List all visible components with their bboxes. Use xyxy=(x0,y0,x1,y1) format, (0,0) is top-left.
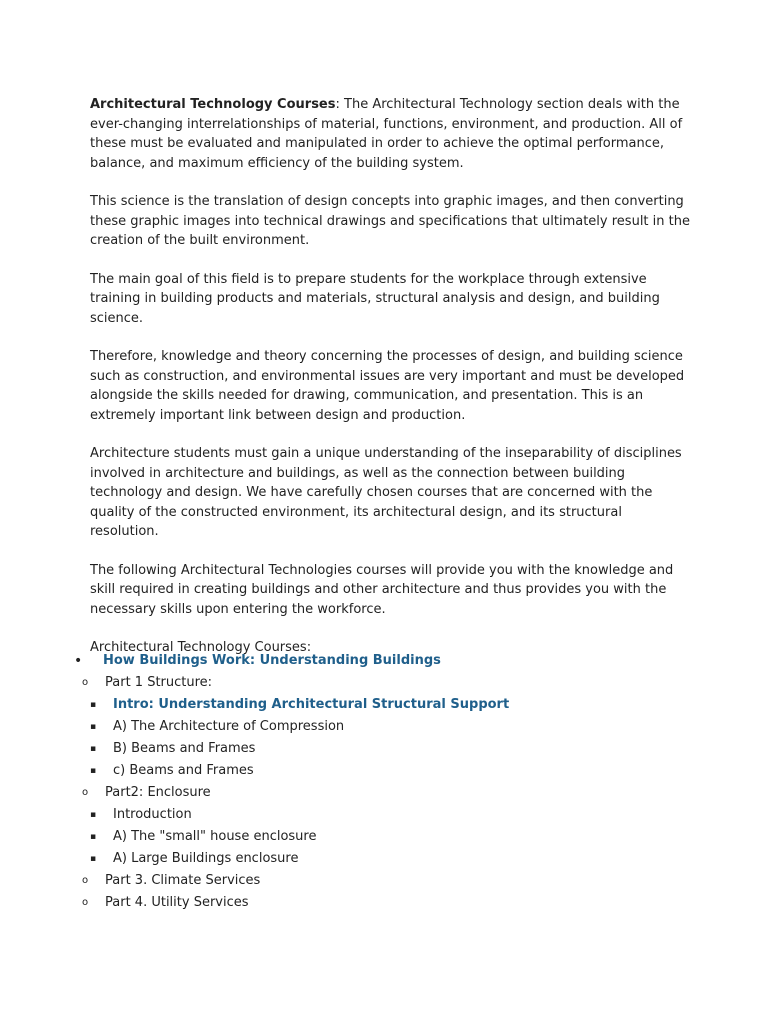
list-item-label: A) Large Buildings enclosure xyxy=(113,851,299,866)
circle-bullet-icon: o xyxy=(82,875,89,886)
square-bullet-icon: ▪ xyxy=(90,722,97,732)
paragraph-courses-intro: The following Architectural Technologies courses will provide you with the knowledge and skill required in creating buildings and other architecture and thus provides you with the necessary skills upon entering the workforce. xyxy=(90,562,674,617)
list-item xyxy=(0,826,768,848)
square-bullet-icon: ▪ xyxy=(90,854,97,864)
paragraph-knowledge: Therefore, knowledge and theory concerning the processes of design, and building science such as construction, and environmental issues are very important and must be developed alongside the skills needed for drawing, communication, and presentation. This is an extremely important link between design and production. xyxy=(90,349,685,423)
list-item-label: A) The "small" house enclosure xyxy=(113,829,317,844)
list-item-label: Part 1 Structure: xyxy=(105,675,213,690)
list-item xyxy=(0,694,768,716)
intro-heading: Architectural Technology Courses xyxy=(90,97,336,112)
disc-bullet-icon: • xyxy=(74,653,83,669)
square-bullet-icon: ▪ xyxy=(90,766,97,776)
course-list xyxy=(0,650,768,914)
square-bullet-icon: ▪ xyxy=(90,700,97,710)
intro-text: : The Architectural Technology section deals with the ever-changing interrelationships of material, functions, environment, and production. All of these must be evaluated and manipulated in order to achieve the optimal performance, balance, and maximum efficiency of the building system. xyxy=(90,97,683,171)
list-item xyxy=(0,804,768,826)
paragraph-courses-label: Architectural Technology Courses: xyxy=(90,640,312,655)
list-item-label: Part 4. Utility Services xyxy=(105,895,249,910)
paragraph-science: This science is the translation of design concepts into graphic images, and then converting these graphic images into technical drawings and specifications that ultimately result in the creation of the built environment. xyxy=(90,194,690,248)
list-item-label: B) Beams and Frames xyxy=(113,741,256,756)
list-item xyxy=(0,716,768,738)
course-link-structural-support[interactable]: Intro: Understanding Architectural Structural Support xyxy=(113,697,510,712)
circle-bullet-icon: o xyxy=(82,787,89,798)
list-item-label: A) The Architecture of Compression xyxy=(113,719,345,734)
square-bullet-icon: ▪ xyxy=(90,744,97,754)
square-bullet-icon: ▪ xyxy=(90,810,97,820)
list-item-label: c) Beams and Frames xyxy=(113,763,254,778)
circle-bullet-icon: o xyxy=(82,897,89,908)
list-item-label: Part 3. Climate Services xyxy=(105,873,261,888)
course-link-how-buildings-work[interactable]: How Buildings Work: Understanding Buildings xyxy=(103,653,441,668)
circle-bullet-icon: o xyxy=(82,677,89,688)
list-item xyxy=(0,848,768,870)
list-item xyxy=(0,760,768,782)
list-item xyxy=(0,738,768,760)
square-bullet-icon: ▪ xyxy=(90,832,97,842)
list-item-label: Introduction xyxy=(113,807,192,822)
list-item xyxy=(0,870,768,892)
paragraph-intro xyxy=(90,95,690,173)
list-item-label: Part2: Enclosure xyxy=(105,785,211,800)
list-item xyxy=(0,650,768,672)
paragraph-students: Architecture students must gain a unique understanding of the inseparability of disciplines involved in architecture and buildings, as well as the connection between building technology and design. We have carefully chosen courses that are concerned with the quality of the constructed environment, its architectural design, and its structural resolution. xyxy=(90,446,682,539)
list-item xyxy=(0,782,768,804)
paragraph-goal: The main goal of this field is to prepare students for the workplace through extensive training in building products and materials, structural analysis and design, and building science. xyxy=(90,271,660,326)
list-item xyxy=(0,892,768,914)
document-body xyxy=(90,95,690,677)
list-item xyxy=(0,672,768,694)
